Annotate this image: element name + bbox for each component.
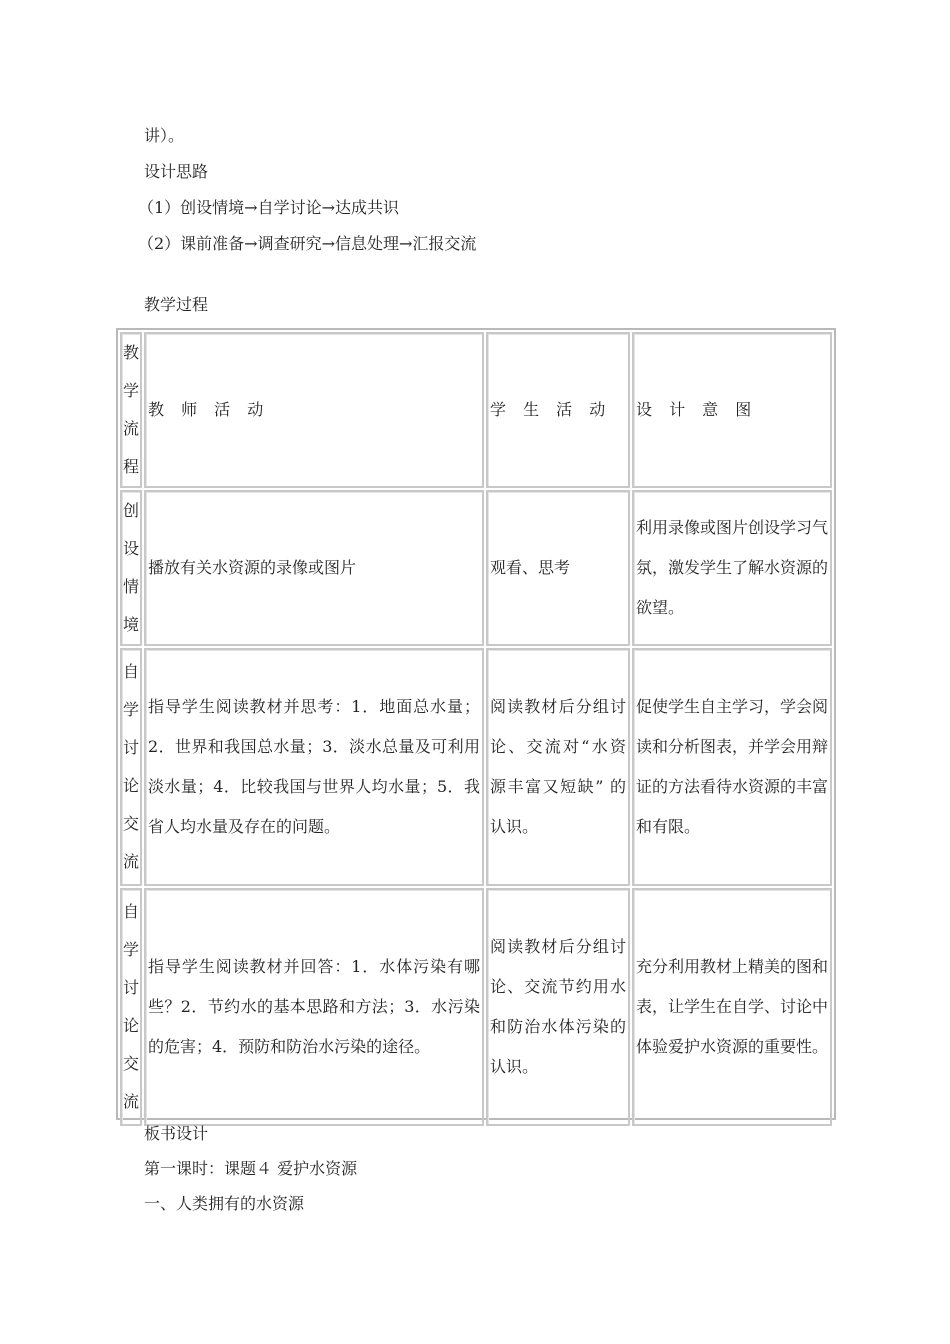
table-header-row bbox=[120, 332, 832, 488]
flow-cell bbox=[120, 490, 142, 646]
design-intent-cell bbox=[632, 490, 832, 646]
flow-char: 创 bbox=[122, 501, 139, 520]
teacher-activity-cell bbox=[144, 888, 484, 1126]
flow-char: 程 bbox=[122, 457, 139, 476]
flow-char: 学 bbox=[122, 700, 139, 719]
design-intent-text: 利用录像或图片创设学习气氛，激发学生了解水资源的欲望。 bbox=[636, 518, 829, 617]
flow-char: 设 bbox=[122, 539, 139, 558]
student-activity-text: 观看、思考 bbox=[490, 558, 571, 577]
flow-char: 交 bbox=[122, 814, 139, 833]
header-teacher-cell bbox=[144, 332, 484, 488]
teacher-activity-cell bbox=[144, 490, 484, 646]
flow-cell bbox=[120, 648, 142, 886]
flow-char: 情 bbox=[122, 577, 139, 596]
student-activity-cell bbox=[486, 648, 630, 886]
teacher-activity-text: 播放有关水资源的录像或图片 bbox=[148, 558, 357, 577]
design-intent-text: 充分利用教材上精美的图和表，让学生在自学、讨论中体验爱护水资源的重要性。 bbox=[636, 957, 829, 1056]
flow-char: 论 bbox=[122, 776, 139, 795]
flow-char: 流 bbox=[122, 1092, 139, 1111]
teacher-activity-text: 指导学生阅读教材并思考：1．地面总水量；2．世界和我国总水量；3．淡水总量及可利用淡水量；4．比较我国与世界人均水量；5．我省人均水量及存在的问题。 bbox=[148, 697, 480, 836]
flow-cell bbox=[120, 888, 142, 1126]
flow-char: 自 bbox=[122, 902, 139, 921]
design-idea-heading: 设计思路 bbox=[144, 162, 209, 181]
header-teacher-label: 教 师 活 动 bbox=[148, 400, 270, 419]
board-lesson-title: 第一课时：课题４ 爱护水资源 bbox=[144, 1159, 358, 1178]
header-student-label: 学 生 活 动 bbox=[490, 400, 612, 419]
header-intent-cell bbox=[632, 332, 832, 488]
table-row bbox=[120, 648, 832, 886]
process-heading: 教学过程 bbox=[144, 295, 209, 314]
teacher-activity-text: 指导学生阅读教材并回答：1．水体污染有哪些？2．节约水的基本思路和方法；3．水污染的危害；4．预防和防治水污染的途径。 bbox=[148, 957, 480, 1056]
flow-char: 讨 bbox=[122, 978, 139, 997]
design-idea-item: （1）创设情境→自学讨论→达成共识 bbox=[138, 198, 399, 217]
student-activity-text: 阅读教材后分组讨论、交流节约用水和防治水体污染的认识。 bbox=[490, 937, 626, 1076]
intro-tail-text: 讲）。 bbox=[144, 126, 185, 145]
flow-char: 学 bbox=[122, 940, 139, 959]
header-flow-cell bbox=[120, 332, 142, 488]
student-activity-text: 阅读教材后分组讨论、交流对“水资源丰富又短缺” 的认识。 bbox=[490, 697, 626, 836]
flow-char: 境 bbox=[122, 615, 139, 634]
flow-char: 流 bbox=[122, 852, 139, 871]
design-idea-item: （2）课前准备→调查研究→信息处理→汇报交流 bbox=[138, 234, 477, 253]
table-row bbox=[120, 888, 832, 1126]
teacher-activity-cell bbox=[144, 648, 484, 886]
header-intent-label: 设 计 意 图 bbox=[636, 400, 758, 419]
flow-char: 交 bbox=[122, 1054, 139, 1073]
flow-label bbox=[122, 653, 140, 881]
flow-char: 流 bbox=[122, 419, 139, 438]
flow-char: 论 bbox=[122, 1016, 139, 1035]
flow-char: 教 bbox=[122, 343, 139, 362]
header-student-cell bbox=[486, 332, 630, 488]
design-intent-text: 促使学生自主学习，学会阅读和分析图表，并学会用辩证的方法看待水资源的丰富和有限。 bbox=[636, 697, 829, 836]
flow-label bbox=[122, 893, 140, 1121]
student-activity-cell bbox=[486, 888, 630, 1126]
table-row bbox=[120, 490, 832, 646]
teaching-process-table bbox=[116, 328, 836, 1120]
design-intent-cell bbox=[632, 888, 832, 1126]
header-flow-label bbox=[122, 334, 140, 486]
flow-char: 自 bbox=[122, 662, 139, 681]
flow-label bbox=[122, 492, 140, 644]
board-design-heading: 板书设计 bbox=[144, 1124, 209, 1143]
student-activity-cell bbox=[486, 490, 630, 646]
flow-char: 讨 bbox=[122, 738, 139, 757]
design-intent-cell bbox=[632, 648, 832, 886]
flow-char: 学 bbox=[122, 381, 139, 400]
board-section-title: 一、人类拥有的水资源 bbox=[144, 1194, 305, 1213]
